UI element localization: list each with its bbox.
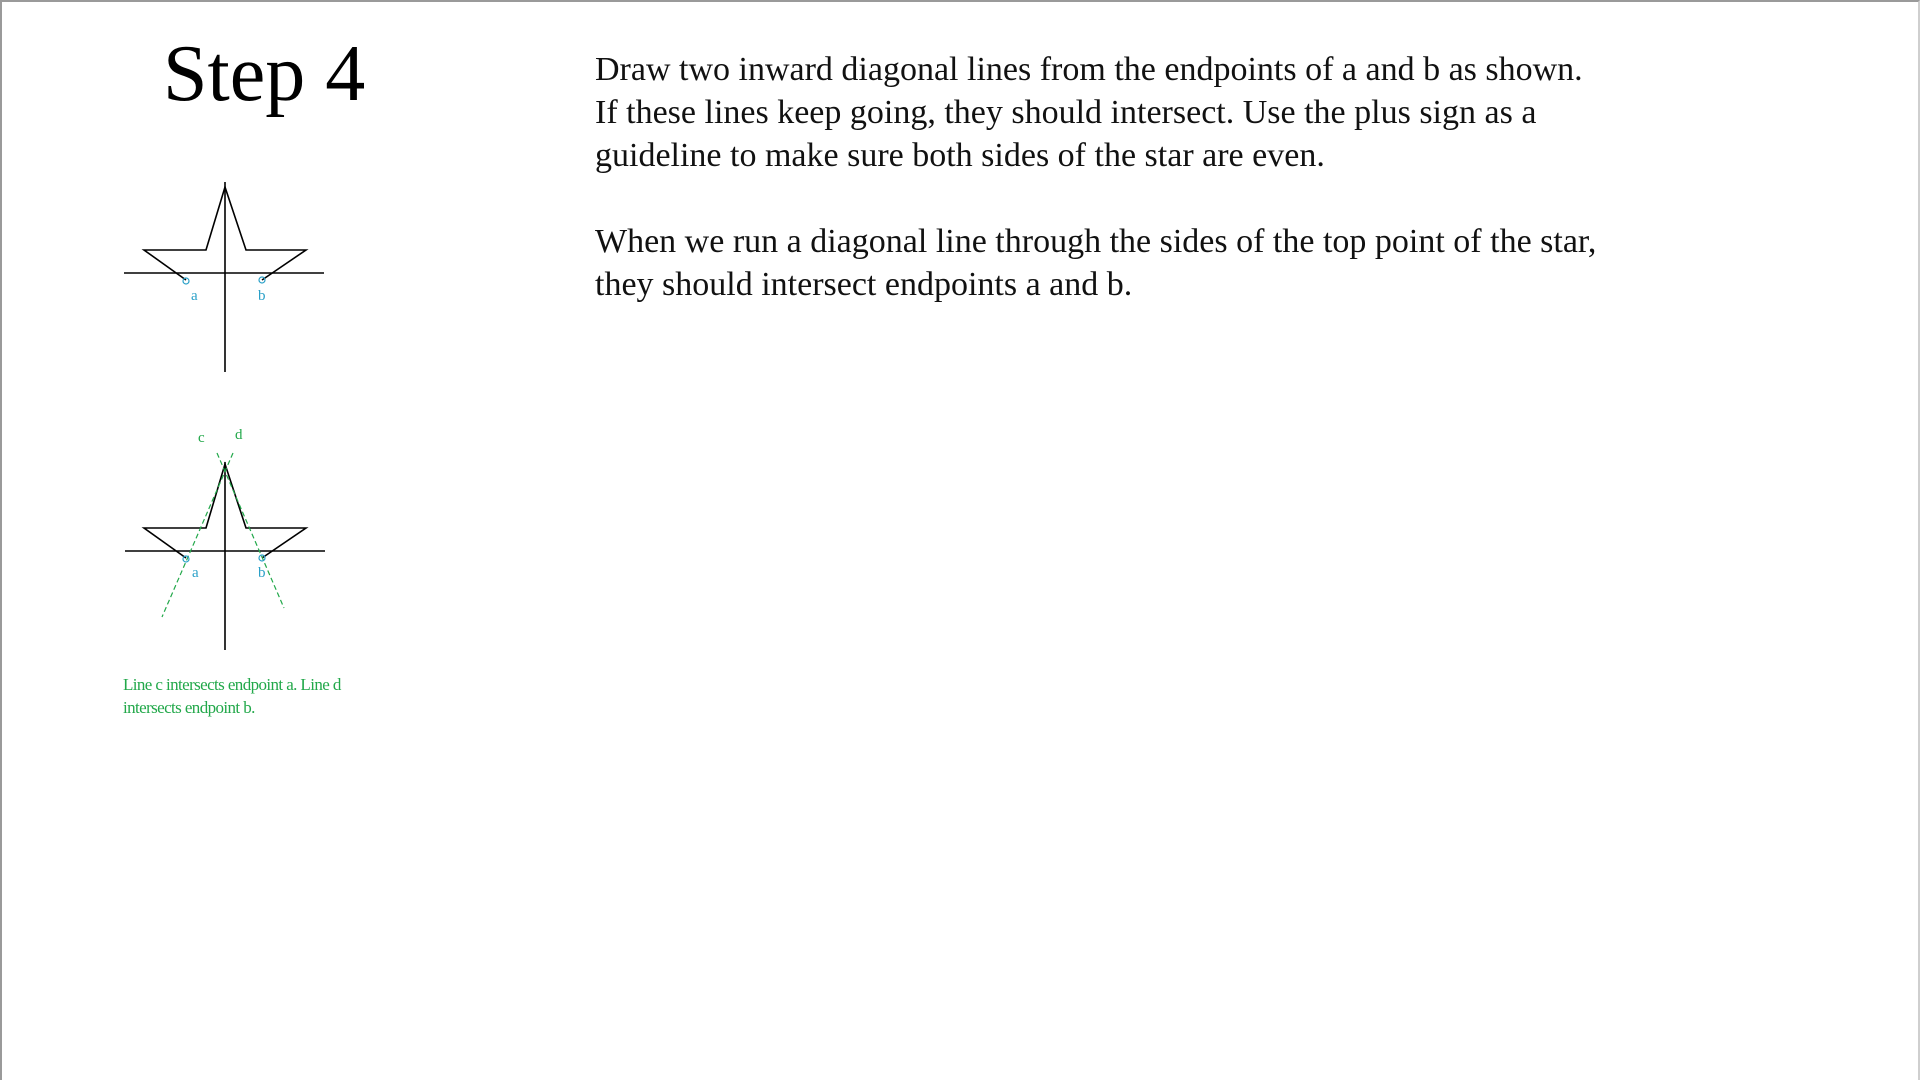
endpoint-markers [183,555,265,562]
line-label-d: d [235,427,243,443]
diagonal-guide-lines [162,453,284,617]
line-label-c: c [198,430,205,446]
plus-guideline [125,462,325,650]
endpoint-label-b: b [258,288,266,304]
instruction-paragraph: Draw two inward diagonal lines from the endpoints of a and b as shown. If these lines keep going, they should intersect. Use the plus sign as a guideline to make sure both sides of the star are even. [595,51,1583,174]
endpoint-label-b: b [258,565,266,581]
plus-guideline [124,182,324,372]
guide-line-d [217,453,284,608]
endpoint-label-a: a [191,288,198,304]
diagram-caption: Line c intersects endpoint a. Line d intersects endpoint b. [123,675,341,717]
instruction-paragraph: When we run a diagonal line through the sides of the top point of the star, they should intersect endpoints a and b. [595,223,1597,303]
endpoint-label-a: a [192,565,199,581]
star-diagram-step-bottom [112,422,512,822]
endpoint-markers [183,277,265,284]
step-title: Step 4 [163,30,366,118]
guide-line-c [162,453,233,617]
instruction-text [595,48,1605,306]
